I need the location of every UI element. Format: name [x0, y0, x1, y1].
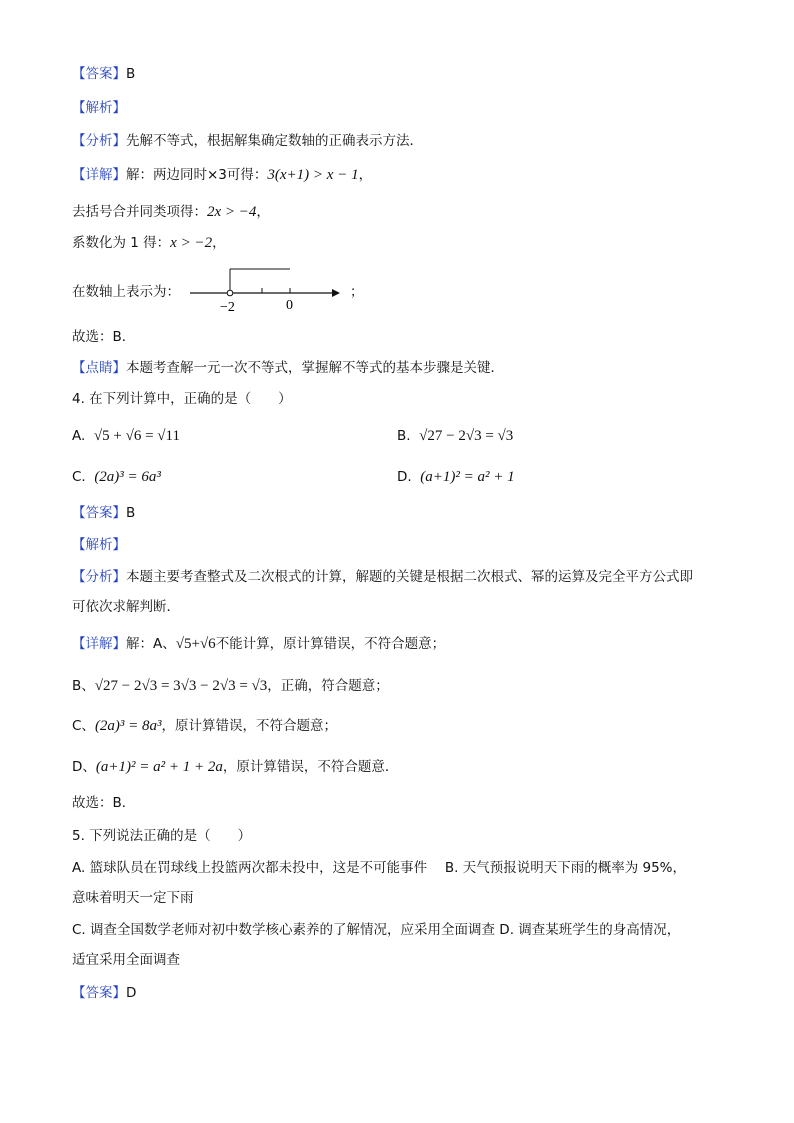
q3-analysis-heading	[72, 98, 126, 118]
q3-choose: 故选：B．	[72, 329, 136, 345]
detail-d-lead: D、	[72, 759, 96, 775]
label-minus2: −2	[220, 300, 235, 314]
answer-value: D	[126, 985, 137, 1001]
step3-expression: x > −2	[170, 235, 213, 251]
fenxi-tag: 【分析】	[72, 569, 126, 585]
answer-tag: 【答案】	[72, 505, 126, 521]
analysis-tag: 【解析】	[72, 100, 126, 116]
detail-c-expression: (2a)³ = 8a³	[94, 718, 162, 734]
q4-detail-a	[72, 634, 445, 654]
option-expression: √5 + √6 = √11	[93, 428, 180, 444]
q5-answer-line	[72, 983, 136, 1003]
detail-c-lead: C、	[72, 718, 95, 734]
answer-value: B	[126, 66, 136, 82]
q3-comment-line	[72, 358, 504, 378]
q5-line4: 适宜采用全面调查	[72, 952, 180, 968]
q3-fenxi-line	[72, 131, 423, 151]
step3-lead: 系数化为 1 得：	[72, 235, 171, 251]
detail-tag: 【详解】	[72, 167, 126, 183]
q3-numberline-lead	[72, 282, 180, 302]
detail-end: ，	[358, 167, 373, 183]
q4-answer-line	[72, 503, 135, 523]
detail-b-tail: ，正确，符合题意；	[267, 678, 389, 694]
open-circle	[227, 290, 233, 296]
detail-expression: 3(x+1) > x − 1	[267, 167, 359, 183]
option-expression: √27 − 2√3 = √3	[419, 428, 514, 444]
q5-line1: A. 篮球队员在罚球线上投篮两次都未投中，这是不可能事件 B. 天气预报说明天下雨的概率为 95%，	[72, 860, 687, 876]
option-letter: C.	[72, 469, 86, 485]
q4-detail-b	[72, 676, 389, 696]
step2-expression: 2x > −4	[207, 204, 257, 220]
q4-option-d	[397, 466, 515, 488]
q4-stem: 4. 在下列计算中，正确的是（ ）	[72, 391, 292, 407]
option-expression: (2a)³ = 6a³	[94, 469, 161, 485]
comment-text: 本题考查解一元一次不等式，掌握解不等式的基本步骤是关键．	[126, 360, 504, 376]
detail-b-expression: √27 − 2√3 = 3√3 − 2√3 = √3	[94, 678, 268, 694]
answer-tag: 【答案】	[72, 985, 126, 1001]
q4-detail-d	[72, 757, 398, 777]
step3-end: ，	[212, 235, 226, 251]
answer-value: B	[126, 505, 136, 521]
q4-analysis-heading	[72, 535, 126, 555]
option-letter: D.	[397, 469, 412, 485]
q3-step2-line	[72, 202, 270, 222]
numberline-lead-text: 在数轴上表示为：	[72, 284, 180, 300]
analysis-tag: 【解析】	[72, 537, 126, 553]
q4-detail-c	[72, 716, 337, 736]
detail-a-lead: 解：A、	[126, 636, 176, 652]
fenxi-tag: 【分析】	[72, 133, 126, 149]
answer-tag: 【答案】	[72, 66, 126, 82]
q4-fenxi-line1	[72, 567, 693, 587]
step2-lead: 去括号合并同类项得：	[72, 204, 207, 220]
detail-c-tail: ，原计算错误，不符合题意；	[161, 718, 338, 734]
label-zero: 0	[286, 298, 293, 313]
q4-option-c	[72, 466, 161, 488]
option-letter: A.	[72, 428, 86, 444]
q4-choose: 故选：B．	[72, 795, 136, 811]
option-expression: (a+1)² = a² + 1	[420, 469, 515, 485]
number-line-figure	[184, 262, 344, 314]
option-letter: B.	[397, 428, 411, 444]
q4-fenxi-line2: 可依次求解判断．	[72, 599, 180, 615]
q5-line2: 意味着明天一定下雨	[72, 890, 194, 906]
detail-b-lead: B、	[72, 678, 95, 694]
fenxi-text: 先解不等式，根据解集确定数轴的正确表示方法．	[126, 133, 423, 149]
q4-option-b	[397, 425, 513, 447]
q3-step3-line	[72, 233, 226, 253]
q4-option-a	[72, 425, 180, 447]
step2-end: ，	[256, 204, 270, 220]
q5-line3: C. 调查全国数学老师对初中数学核心素养的了解情况，应采用全面调查 D. 调查某班学生的身高情况，	[72, 922, 681, 938]
number-line-arrow	[332, 289, 340, 297]
numberline-end: ；	[350, 284, 364, 300]
detail-tag: 【详解】	[72, 636, 126, 652]
detail-lead: 解：两边同时×3可得：	[126, 167, 268, 183]
detail-d-tail: ，原计算错误，不符合题意．	[222, 759, 399, 775]
detail-a-tail: 不能计算，原计算错误，不符合题意；	[215, 636, 446, 652]
detail-d-expression: (a+1)² = a² + 1 + 2a	[95, 759, 223, 775]
comment-tag: 【点睛】	[72, 360, 126, 376]
q3-detail-line	[72, 165, 372, 185]
q5-stem: 5. 下列说法正确的是（ ）	[72, 828, 252, 844]
detail-a-expression: √5+√6	[175, 636, 216, 652]
q3-answer-line	[72, 64, 135, 84]
fenxi-text: 本题主要考查整式及二次根式的计算，解题的关键是根据二次根式、幂的运算及完全平方公式即	[126, 569, 693, 585]
